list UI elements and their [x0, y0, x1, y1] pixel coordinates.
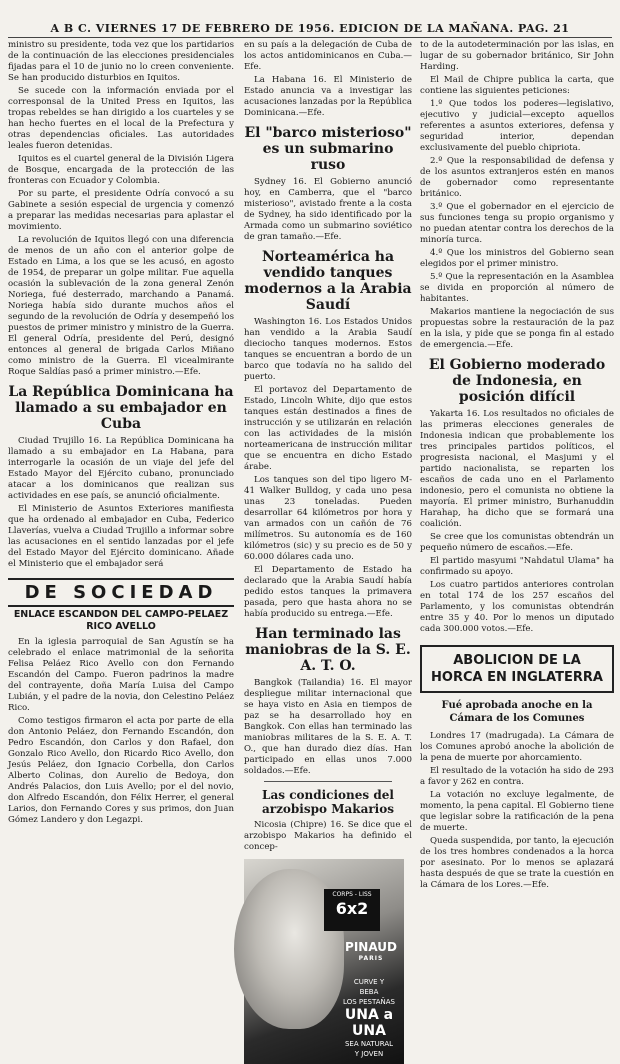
- headline-seato: Han terminado las maniobras de la S. E. A. T. O.: [245, 626, 411, 674]
- article-text: Bangkok (Tailandia) 16. El mayor despliegue militar internacional que se haya visto en Asia en tiempos de paz se ha desarrollado hoy en Bangkok. Con ellas han terminado las maniobras militares de la S. E. A. T. O., que han durado diez días. Han participado en ellas unos 7.000 soldados.—Efe.: [244, 678, 412, 776]
- masthead: A B C. VIERNES 17 DE FEBRERO DE 1956. EDICION DE LA MAÑANA. PAG. 21: [8, 22, 612, 38]
- headline-tanques: Norteamérica ha vendido tanques modernos a la Arabia Saudí: [244, 249, 412, 313]
- ad-line: LOS PESTAÑAS: [343, 998, 395, 1006]
- article-text: Ciudad Trujillo 16. La República Dominicana ha llamado a su embajador en La Habana, para interrogarle la ocasión de un viaje del jefe del Estado Mayor del Ejército cubano, pronunciado atacar a los dominicanos que realizan sus actividades en ese país, se anunció oficialmente.: [8, 436, 234, 501]
- article-text: El portavoz del Departamento de Estado, Lincoln White, dijo que estos tanques están destinados a fines de instrucción y se utilizarán en relación con las actividades de la misión norteamericana de instrucción militar que se encuentra en dicho Estado árabe.: [244, 385, 412, 472]
- ad-badge-number: 6x2: [335, 899, 369, 918]
- article-text: Londres 17 (madrugada). La Cámara de los Comunes aprobó anoche la abolición de la pena de muerte por ahorcamiento.: [420, 731, 614, 763]
- article-text: Como testigos firmaron el acta por parte de ella don Antonio Peláez, don Fernando Escandón, don Pedro Escandón, don Carlos y don Rafael, don Gonzalo Rico Avello, don Ricardo Rico Avello, don Jesús Peláez, don Ignacio Corbella, don Carlos Alberto Colinas, don Aurelio de Bedoya, don Andrés Palacios, don Luis Avello; por el del novio, don Alfredo Escandón, don Félix Herrer, el general Larios, don Fernando Cores y sus primos, don Juan Gómez Landero y don Legazpi.: [8, 716, 234, 825]
- article-text: Los tanques son del tipo ligero M-41 Walker Bulldog, y cada uno pesa unas 23 toneladas. Pueden desarrollar 64 kilómetros por hora y van armados con un cañón de 76 milímetros. Su autonomía es de 160 kilómetros (sic) y su precio es de 50 y 60.000 dólares cada uno.: [244, 475, 412, 562]
- article-text: La votación no excluye legalmente, de momento, la pena capital. El Gobierno tiene que legislar sobre la ratificación de la pena de muerte.: [420, 790, 614, 833]
- ad-brand-sub: PARIS: [358, 955, 384, 962]
- ad-line: SEA NATURAL: [344, 1040, 394, 1048]
- article-text: Washington 16. Los Estados Unidos han vendido a la Arabia Saudí dieciocho tanques modernos. Estos tanques se encuentran a bordo de un barco que todavía no ha salido del puerto.: [244, 317, 412, 382]
- ad-badge-top: CORPS - LISS: [332, 891, 372, 898]
- headline-indonesia: El Gobierno moderado de Indonesia, en posición difícil: [428, 357, 606, 405]
- article-text: Queda suspendida, por tanto, la ejecución de los tres hombres condenados a la horca por asesinato. Por lo menos se aplazará hasta después de que se trate la cuestión en la Cámara de los Lores.—Efe.: [420, 836, 614, 890]
- article-text: Nicosia (Chipre) 16. Se dice que el arzobispo Makarios ha definido el concep-: [244, 820, 412, 852]
- subheadline-enlace: ENLACE ESCANDON DEL CAMPO-PELAEZ RICO AVELLO: [13, 609, 229, 632]
- article-text: ministro su presidente, toda vez que los partidarios de la continuación de las elecciones presidenciales fijadas para el 10 de junio no lo creen conveniente. Se han producido disturbios en Iquitos.: [8, 40, 234, 83]
- divider: [264, 781, 392, 782]
- subheadline-comunes: Fué aprobada anoche en la Cámara de los Comunes: [441, 700, 593, 724]
- section-title-sociedad: DE SOCIEDAD: [8, 578, 234, 607]
- article-text: 1.º Que todos los poderes—legislativo, ejecutivo y judicial—excepto aquellos referentes a asuntos exteriores, defensa y seguridad interior, dependan exclusivamente del pueblo chipriota.: [420, 99, 614, 153]
- article-text: El Departamento de Estado ha declarado que la Arabia Saudí había pedido estos tanques la primavera pasada, pero que hasta ahora no se había producido su entrega.—Efe.: [244, 565, 412, 619]
- article-text: Los cuatro partidos anteriores controlan en total 174 de los 257 escaños del Parlamento, y los comunistas obtendrán entre 35 y 40. Por lo menos un diputado cada 300.000 votos.—Efe.: [420, 580, 614, 634]
- headline-dominicana: La República Dominicana ha llamado a su embajador en Cuba: [8, 384, 234, 432]
- article-text: En la iglesia parroquial de San Agustín se ha celebrado el enlace matrimonial de la señorita Felisa Peláez Rico Avello con don Fernando Escandón del Campo. Fueron padrinos la madre del contrayente, doña María Luisa del Campo Lubián, y el padre de la novia, don Celestino Peláez Rico.: [8, 637, 234, 713]
- article-text: Sydney 16. El Gobierno anunció hoy, en Camberra, que el "barco misterioso", avistado frente a la costa de Sydney, ha sido identificado por la Armada como un submarino soviético de gran tamaño.—Efe.: [244, 177, 412, 242]
- ad-una-a-una: UNA a UNA: [344, 1007, 394, 1039]
- ad-badge: [324, 889, 380, 931]
- article-text: El Mail de Chipre publica la carta, que contiene las siguientes peticiones:: [420, 75, 614, 96]
- headline-box-horca: ABOLICION DE LA HORCA EN INGLATERRA: [420, 645, 614, 693]
- article-text: Iquitos es el cuartel general de la División Ligera de Bosque, encargada de la protección de las fronteras con Ecuador y Colombia.: [8, 154, 234, 186]
- article-text: La Habana 16. El Ministerio de Estado anuncia va a investigar las acusaciones lanzadas por la República Dominicana.—Efe.: [244, 75, 412, 118]
- article-text: 4.º Que los ministros del Gobierno sean elegidos por el primer ministro.: [420, 248, 614, 269]
- article-text: 3.º Que el gobernador en el ejercicio de sus funciones tenga su propio organismo y no puedan atentar contra los derechos de la minoría turca.: [420, 202, 614, 245]
- ad-line: CURVE Y: [353, 978, 385, 986]
- article-text: El Ministerio de Asuntos Exteriores manifiesta que ha ordenado al embajador en Cuba, Federico Llaverías, vuelva a Ciudad Trujillo a informar sobre las acusaciones en el sentido lanzadas por el jefe del Estado Mayor del Ejército dominicano. Añade el Ministerio que el embajador será: [8, 504, 234, 569]
- pinaud-advertisement: [244, 859, 404, 1064]
- article-text: Yakarta 16. Los resultados no oficiales de las primeras elecciones generales de Indonesia indican que probablemente los tres principales partidos políticos, el progresista nacional, el Masjumi y el partido nacionalista, se reparten los escaños de cada uno en el Parlamento indonesio, pero el comunista no obtiene la mayoría. El primer ministro, Burhanuddin Harahap, ha dicho que se formará una coalición.: [420, 409, 614, 529]
- article-text: Makarios mantiene la negociación de sus propuestas sobre la restauración de la paz en la isla, y pide que se ponga fin al estado de emergencia.—Efe.: [420, 307, 614, 350]
- article-text: El resultado de la votación ha sido de 293 a favor y 262 en contra.: [420, 766, 614, 787]
- headline-submarino: El "barco misterioso" es un submarino ruso: [244, 125, 412, 173]
- article-text: Por su parte, el presidente Odría convocó a su Gabinete a sesión especial de urgencia y comenzó a preparar las medidas necesarias para aplastar el movimiento.: [8, 189, 234, 232]
- article-text: 5.º Que la representación en la Asamblea se divida en proporción al número de habitantes.: [420, 272, 614, 304]
- ad-brand: [340, 941, 402, 965]
- article-text: La revolución de Iquitos llegó con una diferencia de menos de un año con el anterior golpe de Estado en Lima, a los que se les acusó, en agosto de 1954, de preparar un golpe militar. Fue aquella ocasión la sublevación de la zona general Zenón Noriega, fué desterrado, marchando a Panamá. Noriega había sido durante muchos años el segundo de la revolución de Odría y desempeñó los puestos de primer ministro y ministro de la Guerra. El general Odría, presidente del Perú, designó entonces al general de brigada Carlos Miñano como ministro de la Guerra. El vicealmirante Roque Saldías pasó a primer ministro.—Efe.: [8, 235, 234, 377]
- ad-line: BEBA: [359, 988, 379, 996]
- article-text: El partido masyumi "Nahdatul Ulama" ha confirmado su apoyo.: [420, 556, 614, 577]
- column-left: [8, 40, 234, 828]
- column-middle: [244, 40, 412, 1058]
- ad-copy: [336, 977, 402, 1059]
- ad-line: Y JOVEN: [354, 1050, 384, 1058]
- article-text: Se cree que los comunistas obtendrán un pequeño número de escaños.—Efe.: [420, 532, 614, 553]
- column-right: [420, 40, 614, 890]
- article-text: to de la autodeterminación por las islas, en lugar de su gobernador británico, Sir John Harding.: [420, 40, 614, 72]
- article-text: 2.º Que la responsabilidad de defensa y de los asuntos extranjeros estén en manos de gobernador como representante británico.: [420, 156, 614, 199]
- headline-makarios: Las condiciones del arzobispo Makarios: [262, 788, 394, 816]
- article-text: Se sucede con la información enviada por el corresponsal de la United Press en Iquitos, las tropas rebeldes se han dirigido a los cuarteles y se han hecho fuertes en el local de la Prefectura y otras dependencias oficiales. Las autoridades leales fueron detenidas.: [8, 86, 234, 151]
- article-text: en su país a la delegación de Cuba de los actos antidominicanos en Cuba.—Efe.: [244, 40, 412, 72]
- ad-brand-name: PINAUD: [345, 940, 397, 954]
